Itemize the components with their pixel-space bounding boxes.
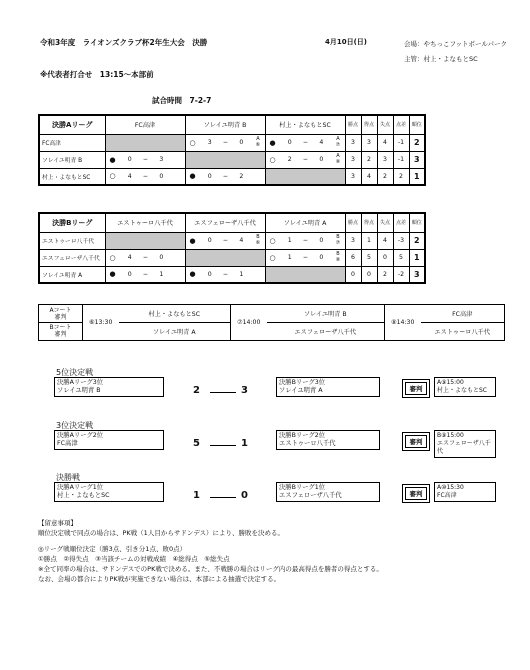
playoff-right-box bbox=[276, 430, 380, 450]
playoff-score-left: 5 bbox=[193, 438, 200, 449]
league-b-stat-value: 3 bbox=[409, 266, 425, 283]
result-mark: ● bbox=[189, 172, 196, 181]
schedule-table bbox=[38, 304, 505, 341]
league-b-stat-value: 6 bbox=[345, 249, 361, 266]
playoff-left-team: 村上・よなもとSC bbox=[57, 492, 110, 499]
league-b-result-cell bbox=[105, 249, 185, 266]
league-b-stat-header: 失点 bbox=[377, 213, 393, 232]
score-against: 0 bbox=[319, 156, 324, 163]
match-court: B bbox=[256, 234, 260, 240]
league-a-row-team: 村上・よなもとSC bbox=[39, 168, 105, 185]
score-group bbox=[268, 235, 343, 246]
league-b-self-cell bbox=[185, 249, 265, 266]
league-a-result-cell bbox=[105, 151, 185, 168]
match-court: B bbox=[336, 251, 340, 257]
league-b-row-team: エストゥーロ八千代 bbox=[39, 232, 105, 249]
playoff-right-team: エストゥーロ八千代 bbox=[279, 440, 336, 447]
playoff-heading: 決勝戦 bbox=[56, 473, 80, 482]
note-line: ◎リーグ戦順位決定（勝3点、引き分1点、敗0点） bbox=[38, 545, 187, 553]
playoff-right-box bbox=[276, 482, 380, 502]
match-court: A bbox=[256, 136, 260, 142]
league-a-stat-value: 2 bbox=[409, 134, 425, 151]
league-a-stat-value: 1 bbox=[409, 168, 425, 185]
league-b-stat-header: 得点 bbox=[361, 213, 377, 232]
venue-block bbox=[404, 37, 507, 67]
referee-label: 審判 bbox=[402, 484, 430, 503]
score-dash: − bbox=[302, 254, 309, 261]
score-group bbox=[108, 172, 183, 180]
score-against: 1 bbox=[239, 270, 244, 278]
slot-time: ⑧14:30 bbox=[385, 305, 421, 341]
score-for: 1 bbox=[287, 254, 292, 261]
match-number: ⑥ bbox=[255, 141, 261, 148]
result-mark: ● bbox=[269, 138, 276, 147]
score-for: 4 bbox=[127, 254, 132, 261]
league-a-stat-value: 4 bbox=[377, 134, 393, 151]
league-a-stat-value: -1 bbox=[393, 134, 409, 151]
match-number: ⑧ bbox=[335, 158, 341, 165]
playoff-heading: 5位決定戦 bbox=[56, 368, 94, 377]
score-dash: − bbox=[302, 156, 309, 163]
league-a-stat-header: 勝点 bbox=[345, 115, 361, 134]
league-b-col-team: エスフェローザ八千代 bbox=[185, 213, 265, 232]
league-a-result-cell bbox=[105, 168, 185, 185]
playoff-score-right: 1 bbox=[241, 438, 248, 449]
league-a-table bbox=[38, 114, 426, 186]
playoff-left-source: 決勝Aリーグ3位 bbox=[57, 379, 104, 386]
referee-match-time: A⑩15:30 bbox=[437, 484, 464, 491]
league-a-stat-value: -1 bbox=[393, 151, 409, 168]
league-b-result-cell bbox=[105, 266, 185, 283]
match-code bbox=[255, 137, 262, 148]
league-b-stat-header: 勝点 bbox=[345, 213, 361, 232]
score-against: 0 bbox=[239, 139, 244, 146]
league-a-self-cell bbox=[265, 168, 345, 185]
score-dash: − bbox=[142, 156, 149, 163]
league-b-stat-value: -3 bbox=[393, 232, 409, 249]
score-dash: − bbox=[142, 270, 149, 278]
score-against: 0 bbox=[319, 254, 324, 261]
league-a-stat-value: 3 bbox=[377, 151, 393, 168]
league-a-self-cell bbox=[185, 151, 265, 168]
note-line: なお、会場の都合によりPK戦が実施できない場合は、本部による抽選で決定する。 bbox=[38, 575, 281, 583]
playoff-left-box bbox=[54, 377, 164, 397]
league-a-stat-value: 2 bbox=[393, 168, 409, 185]
match-number: ⑦ bbox=[335, 239, 341, 246]
score-group bbox=[108, 254, 183, 262]
league-a-stat-header: 点差 bbox=[393, 115, 409, 134]
score-separator bbox=[210, 392, 236, 393]
league-a-row-team: ソレイユ明青 B bbox=[39, 151, 105, 168]
league-a-col-team: ソレイユ明青 B bbox=[185, 115, 265, 134]
score-group bbox=[188, 270, 263, 278]
score-for: 0 bbox=[127, 156, 132, 163]
league-b-row bbox=[39, 266, 425, 283]
referee-info-box bbox=[434, 377, 496, 397]
court-labels bbox=[39, 305, 83, 341]
match-number: ⑦ bbox=[335, 141, 341, 148]
notes-heading: 【留意事項】 bbox=[38, 519, 77, 527]
score-group bbox=[108, 270, 183, 278]
league-b-stat-value: 5 bbox=[361, 249, 377, 266]
playoff-score-left: 2 bbox=[193, 385, 200, 396]
slot-court-b-team: エスフェローザ八千代 bbox=[267, 323, 385, 341]
score-group bbox=[188, 172, 263, 180]
playoff-right-source: 決勝Bリーグ2位 bbox=[279, 432, 326, 439]
match-court: A bbox=[336, 136, 340, 142]
playoff-left-team: ソレイユ明青 B bbox=[57, 387, 101, 394]
result-mark: ○ bbox=[269, 253, 276, 262]
result-mark: ○ bbox=[109, 253, 116, 262]
referee-match-time: B⑨15:00 bbox=[437, 432, 464, 439]
league-a-stat-value: 3 bbox=[345, 151, 361, 168]
score-against: 2 bbox=[239, 172, 244, 180]
referee-team: エスフェローザ八千代 bbox=[437, 440, 491, 455]
league-b-stat-header: 点差 bbox=[393, 213, 409, 232]
match-number: ⑥ bbox=[255, 239, 261, 246]
score-for: 0 bbox=[207, 172, 212, 180]
league-a-stat-value: 3 bbox=[361, 134, 377, 151]
score-for: 2 bbox=[287, 156, 292, 163]
league-b-stat-value: 5 bbox=[393, 249, 409, 266]
score-group bbox=[188, 235, 263, 246]
league-b-table bbox=[38, 212, 426, 284]
score-dash: − bbox=[142, 172, 149, 180]
organizer-text: 主管：村上・よなもとSC bbox=[404, 55, 478, 63]
league-b-stat-value: 2 bbox=[409, 232, 425, 249]
referee-team: 村上・よなもとSC bbox=[437, 387, 487, 394]
slot-court-a-team: FC高津 bbox=[421, 305, 505, 323]
league-b-self-cell bbox=[265, 266, 345, 283]
league-b-result-cell bbox=[265, 249, 345, 266]
league-a-result-cell bbox=[265, 151, 345, 168]
slot-court-b-team: エストゥーロ八千代 bbox=[421, 323, 505, 341]
match-court: A bbox=[336, 153, 340, 159]
playoff-right-source: 決勝Bリーグ3位 bbox=[279, 379, 326, 386]
league-a-name: 決勝Aリーグ bbox=[39, 115, 105, 134]
score-against: 0 bbox=[159, 172, 164, 180]
league-b-stat-value: 2 bbox=[377, 266, 393, 283]
notes-section bbox=[38, 518, 383, 584]
league-b-stat-value: -2 bbox=[393, 266, 409, 283]
league-a-stat-header: 得点 bbox=[361, 115, 377, 134]
league-a-stat-value: 3 bbox=[345, 134, 361, 151]
score-against: 0 bbox=[319, 237, 324, 244]
match-court: B bbox=[336, 234, 340, 240]
result-mark: ● bbox=[189, 270, 196, 279]
rep-meeting-note: ※代表者打合せ 13:15〜本部前 bbox=[40, 70, 154, 79]
slot-court-a-team: ソレイユ明青 B bbox=[267, 305, 385, 323]
page-title: 令和3年度 ライオンズクラブ杯2年生大会 決勝 bbox=[40, 38, 208, 47]
score-for: 0 bbox=[207, 270, 212, 278]
league-b-row bbox=[39, 249, 425, 266]
event-date: 4月10日(日) bbox=[325, 38, 368, 46]
score-for: 3 bbox=[207, 139, 212, 146]
playoff-left-box bbox=[54, 430, 164, 450]
league-a-stat-header: 順位 bbox=[409, 115, 425, 134]
league-a-result-cell bbox=[185, 168, 265, 185]
referee-label: 審判 bbox=[402, 432, 430, 451]
league-b-row-team: ソレイユ明青 A bbox=[39, 266, 105, 283]
referee-team: FC高津 bbox=[437, 492, 457, 499]
playoff-right-team: エスフェローザ八千代 bbox=[279, 492, 342, 499]
score-dash: − bbox=[222, 270, 229, 278]
note-line: 順位決定戦で同点の場合は、PK戦（1人目からサドンデス）により、勝敗を決める。 bbox=[38, 529, 285, 537]
playoff-left-team: FC高津 bbox=[57, 440, 78, 447]
score-for: 0 bbox=[207, 237, 212, 244]
result-mark: ● bbox=[189, 236, 196, 245]
league-a-row-team: FC高津 bbox=[39, 134, 105, 151]
result-mark: ○ bbox=[109, 172, 116, 181]
result-mark: ○ bbox=[189, 138, 196, 147]
court-a-ref: 審判 bbox=[54, 314, 67, 321]
score-group bbox=[268, 252, 343, 263]
result-mark: ● bbox=[109, 155, 116, 164]
league-a-self-cell bbox=[105, 134, 185, 151]
score-dash: − bbox=[302, 139, 309, 146]
league-a-stat-header: 失点 bbox=[377, 115, 393, 134]
playoff-heading: 3位決定戦 bbox=[56, 421, 94, 430]
league-a-row bbox=[39, 134, 425, 151]
league-b-col-team: エストゥーロ八千代 bbox=[105, 213, 185, 232]
playoff-right-source: 決勝Bリーグ1位 bbox=[279, 484, 326, 491]
league-b-name: 決勝Bリーグ bbox=[39, 213, 105, 232]
score-group bbox=[268, 137, 343, 148]
league-b-stat-header: 順位 bbox=[409, 213, 425, 232]
league-a-stat-value: 3 bbox=[409, 151, 425, 168]
league-b-stat-value: 0 bbox=[345, 266, 361, 283]
league-b-col-team: ソレイユ明青 A bbox=[265, 213, 345, 232]
venue-text: 会場：やちっこフットボールパーク bbox=[404, 40, 507, 48]
score-group bbox=[188, 137, 263, 148]
league-a-result-cell bbox=[265, 134, 345, 151]
slot-time: ⑦14:00 bbox=[231, 305, 267, 341]
slot-court-a-team: 村上・よなもとSC bbox=[119, 305, 231, 323]
league-b-stat-value: 0 bbox=[377, 249, 393, 266]
match-code bbox=[335, 235, 342, 246]
league-a-result-cell bbox=[185, 134, 265, 151]
playoff-right-box bbox=[276, 377, 380, 397]
playoff-score-left: 1 bbox=[193, 490, 200, 501]
referee-label: 審判 bbox=[402, 379, 430, 398]
score-group bbox=[268, 154, 343, 165]
match-code bbox=[255, 235, 262, 246]
league-a-row bbox=[39, 151, 425, 168]
playoff-score-right: 3 bbox=[241, 385, 248, 396]
playoff-left-box bbox=[54, 482, 164, 502]
score-separator bbox=[210, 445, 236, 446]
score-dash: − bbox=[302, 237, 309, 244]
league-a-stat-value: 2 bbox=[361, 151, 377, 168]
match-number: ⑧ bbox=[335, 256, 341, 263]
league-b-row-team: エスフェローザ八千代 bbox=[39, 249, 105, 266]
score-for: 0 bbox=[287, 139, 292, 146]
slot-time: ⑥13:30 bbox=[83, 305, 119, 341]
playoff-left-source: 決勝Aリーグ1位 bbox=[57, 484, 104, 491]
score-dash: − bbox=[222, 172, 229, 180]
league-b-result-cell bbox=[265, 232, 345, 249]
score-against: 3 bbox=[159, 156, 164, 163]
league-b-stat-value: 1 bbox=[361, 232, 377, 249]
league-b-self-cell bbox=[105, 232, 185, 249]
league-b-stat-value: 0 bbox=[361, 266, 377, 283]
match-code bbox=[335, 137, 342, 148]
score-for: 0 bbox=[127, 270, 132, 278]
score-against: 4 bbox=[239, 237, 244, 244]
result-mark: ○ bbox=[269, 155, 276, 164]
referee-info-box bbox=[434, 430, 496, 458]
league-b-row bbox=[39, 232, 425, 249]
court-b-label: Bコート bbox=[49, 324, 72, 331]
score-dash: − bbox=[222, 139, 229, 146]
match-time: 試合時間 7-2-7 bbox=[152, 96, 212, 105]
playoff-left-source: 決勝Aリーグ2位 bbox=[57, 432, 104, 439]
note-line: ①勝点 ②得失点 ③当該チームの対戦成績 ④総得点 ⑤総失点 bbox=[38, 555, 230, 563]
score-group bbox=[108, 156, 183, 164]
note-line: ※全て同率の場合は、サドンデスでのPK戦で決める。また、不戦勝の場合はリーグ内の最高得点を勝者の得点とする。 bbox=[38, 565, 383, 573]
league-b-result-cell bbox=[185, 266, 265, 283]
league-a-stat-value: 3 bbox=[345, 168, 361, 185]
court-a-label: Aコート bbox=[49, 307, 72, 314]
score-against: 0 bbox=[159, 254, 164, 261]
score-against: 1 bbox=[159, 270, 164, 278]
playoff-score-right: 0 bbox=[241, 490, 248, 501]
score-dash: − bbox=[142, 254, 149, 261]
league-b-result-cell bbox=[185, 232, 265, 249]
result-mark: ○ bbox=[269, 236, 276, 245]
league-b-stat-value: 4 bbox=[377, 232, 393, 249]
league-b-stat-value: 1 bbox=[409, 249, 425, 266]
league-a-col-team: FC高津 bbox=[105, 115, 185, 134]
playoff-right-team: ソレイユ明青 A bbox=[279, 387, 323, 394]
referee-info-box bbox=[434, 482, 496, 502]
slot-court-b-team: ソレイユ明青 A bbox=[119, 323, 231, 341]
match-code bbox=[335, 252, 342, 263]
score-separator bbox=[210, 497, 236, 498]
league-a-stat-value: 2 bbox=[377, 168, 393, 185]
league-a-stat-value: 4 bbox=[361, 168, 377, 185]
court-b-ref: 審判 bbox=[54, 331, 67, 338]
result-mark: ● bbox=[109, 270, 116, 279]
league-a-row bbox=[39, 168, 425, 185]
league-b-stat-value: 3 bbox=[345, 232, 361, 249]
league-a-col-team: 村上・よなもとSC bbox=[265, 115, 345, 134]
score-for: 4 bbox=[127, 172, 132, 180]
score-dash: − bbox=[222, 237, 229, 244]
referee-match-time: A⑨15:00 bbox=[437, 379, 464, 386]
score-for: 1 bbox=[287, 237, 292, 244]
match-code bbox=[335, 154, 342, 165]
score-against: 4 bbox=[319, 139, 324, 146]
